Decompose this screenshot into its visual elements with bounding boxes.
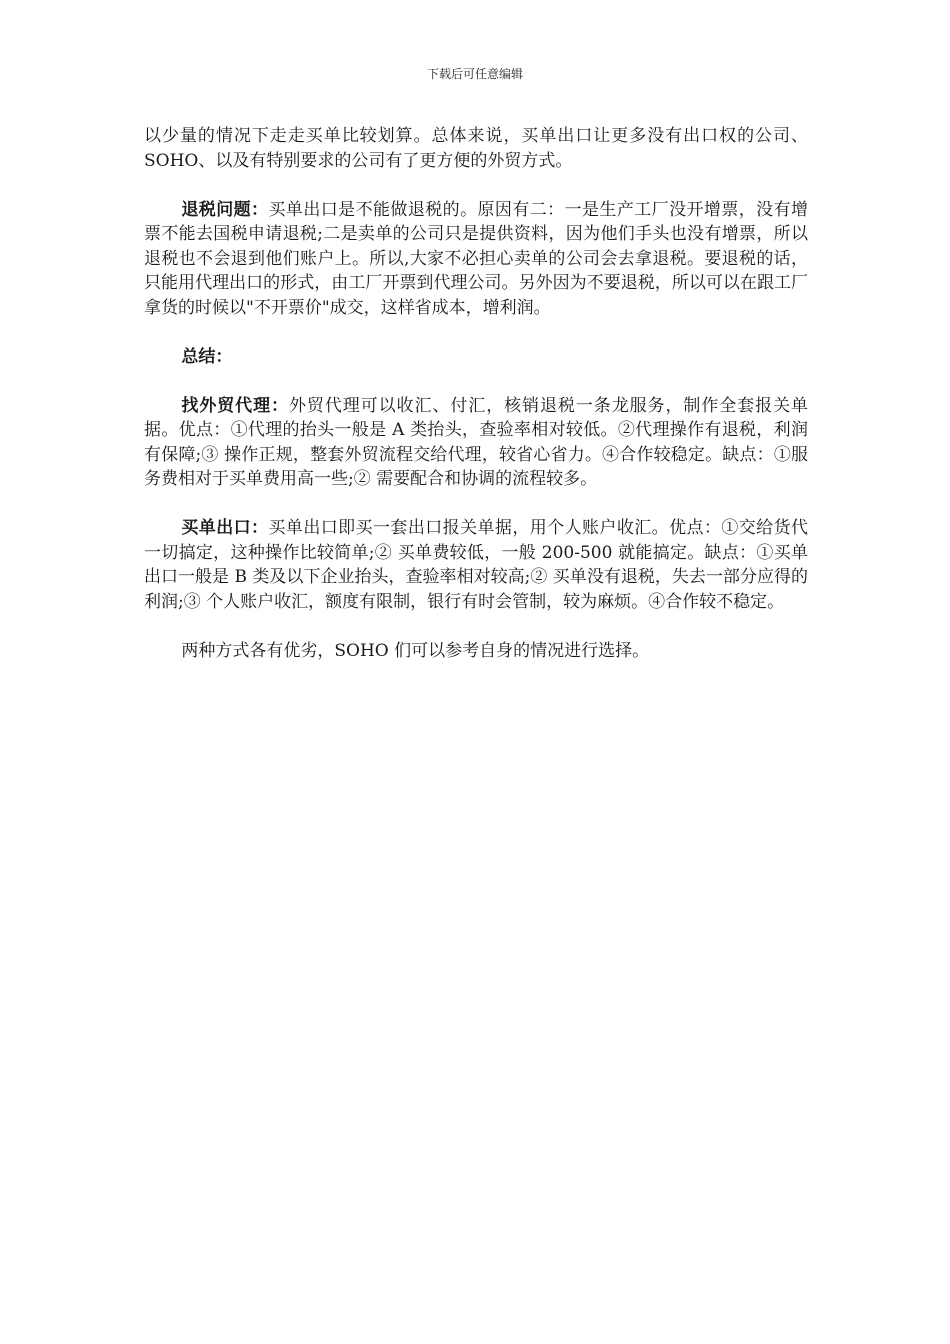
- paragraph-conclusion: [144, 639, 808, 664]
- section-heading-tax-refund: 退税问题：: [181, 199, 269, 220]
- paragraph-text: 买单出口是不能做退税的。原因有二：一是生产工厂没开增票，没有增票不能去国税申请退税;二是卖单的公司只是提供资料，因为他们手头也没有增票，所以退税也不会退到他们账户上。所以,大家不必担心卖单的公司会去拿退税。要退税的话，只能用代理出口的形式，由工厂开票到代理公司。另外因为不要退税，所以可以在跟工厂拿货的时候以"不开票价"成交，这样省成本，增利润。: [144, 199, 809, 318]
- paragraph-buy-documents: [144, 516, 808, 614]
- paragraph-text: 以少量的情况下走走买单比较划算。总体来说，买单出口让更多没有出口权的公司、SOHO、以及有特别要求的公司有了更方便的外贸方式。: [144, 126, 808, 171]
- paragraph-text: 两种方式各有优劣，SOHO 们可以参考自身的情况进行选择。: [181, 640, 650, 661]
- paragraph-text: 买单出口即买一套出口报关单据，用个人账户收汇。优点：①交给货代一切搞定，这种操作比较简单;② 买单费较低，一般 200-500 就能搞定。缺点：①买单出口一般是 B 类及以下企业抬头，查验率相对较高;② 买单没有退税，失去一部分应得的利润;③ 个人账户收汇，额度有限制，银行有时会管制，较为麻烦。④合作较不稳定。: [144, 518, 809, 612]
- paragraph-summary: [144, 345, 808, 370]
- section-heading-summary: 总结：: [181, 346, 233, 367]
- section-heading-agent: 找外贸代理：: [181, 395, 289, 416]
- document-body: [144, 124, 808, 688]
- section-heading-buy-documents: 买单出口：: [181, 518, 269, 538]
- paragraph-text: 外贸代理可以收汇、付汇，核销退税一条龙服务，制作全套报关单据。优点：①代理的抬头一般是 A 类抬头，查验率相对较低。②代理操作有退税，利润有保障;③ 操作正规，整套外贸流程交给代理，较省心省力。④合作较稳定。缺点：①服务费相对于买单费用高一些;② 需要配合和协调的流程较多。: [144, 395, 808, 489]
- page-header-note: 下载后可任意编辑: [426, 67, 523, 81]
- paragraph-agent: [144, 394, 808, 492]
- paragraph-tax-refund: [144, 198, 808, 321]
- paragraph-intro: [144, 124, 808, 173]
